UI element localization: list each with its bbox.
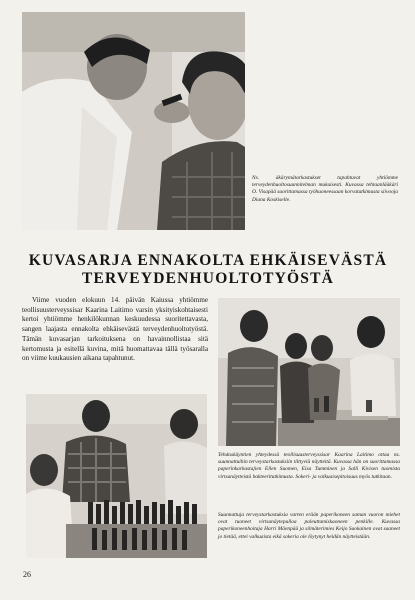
photo-sample-bottles <box>26 394 207 558</box>
page-number: 26 <box>23 570 31 579</box>
photo2-caption: Tehdaskäyntien yhteydessä teollisuusterveyssisar Kaarina Laitimo ottaa ns. suunnattuihin terveystarkastuksiin tilttyviä näytteitä. Kuvassa hän on suorittamassa paperinkarkastajien Ellen Suomen, Eisa Tumminen ja Salli Kivisen tuomista virtsanäytteistä bakteeritutkimusta. Sokeri- ja valkuaisepitoisuus myös tutkitaan. <box>218 452 400 480</box>
headline-line-1: KUVASARJA ENNAKOLTA EHKÄISEVÄSTÄ <box>28 252 388 269</box>
headline-line-2: TERVEYDENHUOLTOTYÖSTÄ <box>81 270 335 287</box>
body-paragraph: Viime vuoden elokuun 14. päivän Kaiussa yhtiömme teollisuusterveyssisar Kaarina Laitimo varsin yksityiskohtaisesti kertoi yhtiömme henkilökunnan keskuudessa suoritettavasta, sangen laajasta ennakolta ehkäisevästä terveydenhuoltotyöstä. Tämän kuvasarjan tarkoituksena on havainnollistaa sitä kertomusta ja esitellä kuvina, mitä huomattavaa tällä työsaralla on viime kuukausien aikana tapahtunut. <box>22 296 208 363</box>
photo3-caption: Suunnattuja terveystarkastuksia varten erään paperikoneen saman vuoron miehet ovat tuoneet virtsanäytepulloa paleuttamiskaoneen penkille. Kuvassa paperikoneenhoitaja Harri Mäenpää ja silmäterimies Keijo Saokainen ovat saaneet jo tietää, ettei valkuaista eikä sokeria ole löytynyt heidän näytteistään. <box>218 512 400 540</box>
photo-lab-samples <box>218 298 400 446</box>
photo-ear-examination <box>22 12 245 230</box>
article-headline <box>22 252 394 288</box>
photo1-caption: Ns. äkärymätarkastukset tapahtuvat yhtiömme terveydenhuoltosuunnitelman mukaisesti. Kuvassa tehtaanlääkäri O. Visapää suorittamassa työhuoneessaan korvatutkimusta siivooja Diana Koskiselle. <box>252 175 398 203</box>
article-body <box>22 296 208 364</box>
